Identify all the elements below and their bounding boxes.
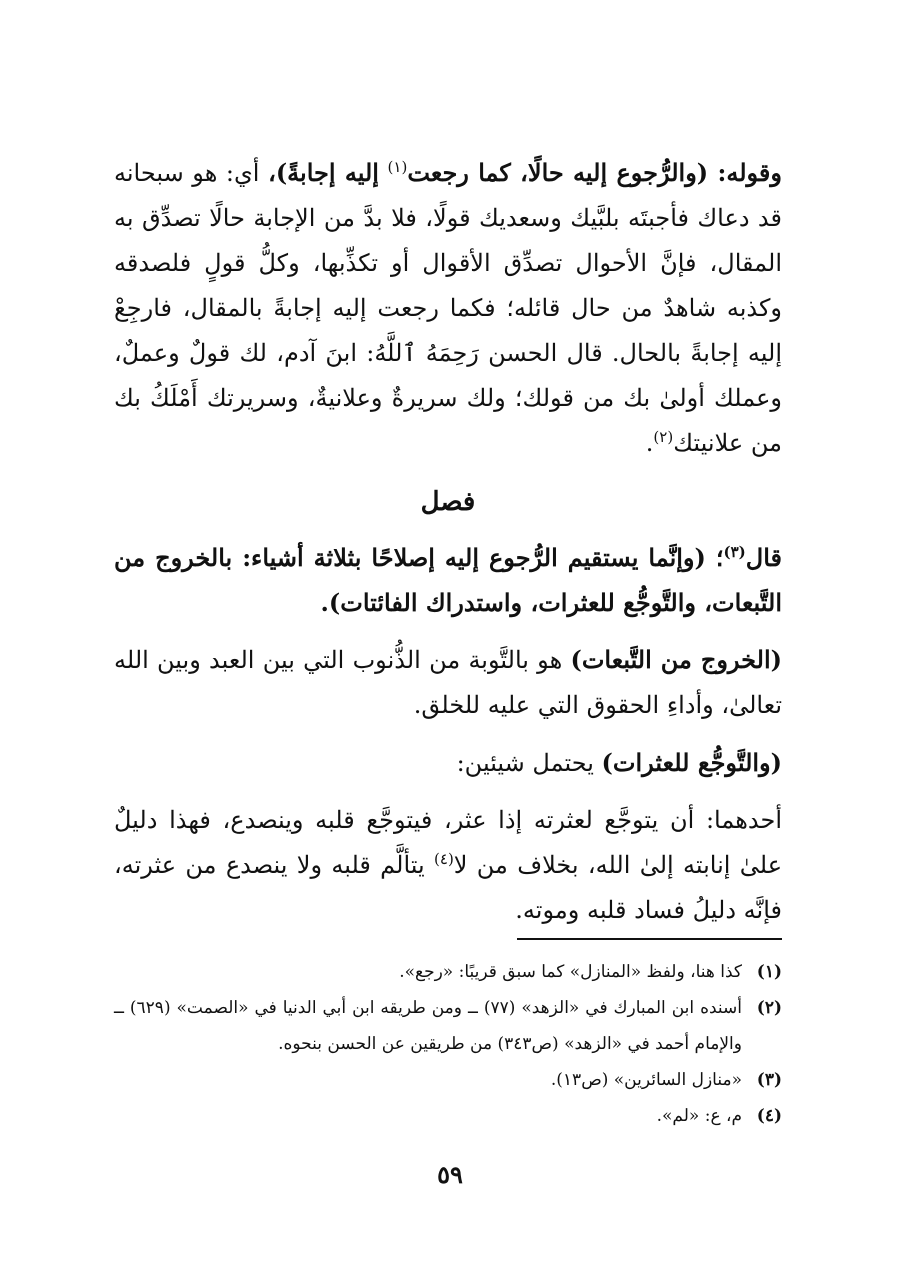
body-text: هو بالتَّوبة من الذُّنوب التي بين العبد وبين الله تعالىٰ، وأداءِ الحقوق التي عليه للخلق.	[114, 646, 782, 719]
footnote-number: (٤)	[756, 1106, 782, 1126]
quote-text: وقوله: (والرُّجوع إليه حالًا، كما رجعت	[407, 158, 782, 187]
footnote-number: (٢)	[756, 998, 782, 1018]
footnotes	[114, 954, 782, 1134]
footnote-ref: (٣)	[723, 543, 746, 561]
body-text: أحدهما: أن يتوجَّع لعثرته إذا عثر، فيتوجَّع قلبه وينصدع، فهذا دليلٌ علىٰ إنابته إلىٰ الله، بخلاف من لا	[114, 806, 783, 879]
footnote-divider	[517, 938, 782, 940]
section-heading: فصل	[420, 487, 476, 517]
paragraph-4	[114, 740, 782, 786]
footnote-text: م، ع: «لم».	[656, 1106, 742, 1126]
footnote-number: (٣)	[756, 1070, 782, 1090]
body-text: أي: هو سبحانه قد دعاك فأجبتَه بلبَّيك وسعديك قولًا، فلا بدَّ من الإجابة حالًا تصدِّق به المقال، فإنَّ الأحوال تصدِّق الأقوال أو تكذِّبها، وكلُّ قولٍ فلصدقه وكذبه شاهدٌ من حال قائله؛ فكما رجعت إليه إجابةً بالمقال، فارجِعْ إليه إجابةً بالحال. قال الحسن رَحِمَهُ ٱللَّهُ: ابنَ آدم، لك قولٌ وعملٌ، وعملك أولىٰ بك من قولك؛ ولك سريرةٌ وعلانيةٌ، وسريرتك أَمْلَكُ بك من علانيتك	[114, 159, 782, 457]
quote-text: (والتَّوجُّع للعثرات)	[601, 748, 782, 777]
paragraph-2	[114, 535, 782, 625]
footnote-item	[114, 954, 782, 990]
main-text	[114, 150, 782, 933]
quote-text: إليه إجابةً)،	[268, 158, 379, 187]
paragraph-1	[114, 150, 782, 466]
footnote-text: أسنده ابن المبارك في «الزهد» (٧٧) ــ ومن طريقه ابن أبي الدنيا في «الصمت» (٦٢٩) ــ والإمام أحمد في «الزهد» (ص٣٤٣) من طريقين عن الحسن بنحوه.	[114, 998, 742, 1054]
footnote-text: كذا هنا، ولفظ «المنازل» كما سبق قريبًا: «رجع».	[399, 962, 742, 982]
footnote-ref: (٢)	[653, 428, 674, 446]
page-number: ٥٩	[437, 1160, 463, 1189]
footnote-item	[114, 1098, 782, 1134]
footnote-ref: (١)	[387, 158, 408, 176]
footnote-item	[114, 1062, 782, 1098]
body-text: يحتمل شيئين:	[456, 749, 594, 777]
body-text: يتألَّم قلبه ولا ينصدع من عثرته، فإنَّه دليلُ فساد قلبه وموته.	[114, 851, 782, 924]
footnote-text: «منازل السائرين» (ص١٣).	[550, 1070, 742, 1090]
body-text: .	[645, 429, 654, 457]
footnote-ref: (٤)	[434, 850, 454, 868]
quote-lead: قال	[745, 543, 782, 572]
footnote-item	[114, 990, 782, 1062]
paragraph-5	[114, 798, 782, 933]
footnote-number: (١)	[756, 962, 782, 982]
quote-text: (الخروج من التَّبعات)	[570, 645, 782, 674]
paragraph-3	[114, 637, 782, 728]
quote-text: ؛ (وإنَّما يستقيم الرُّجوع إليه إصلاحًا بثلاثة أشياء: بالخروج من التَّبعات، والتَّوجُّع للعثرات، واستدراك الفائتات).	[114, 543, 782, 617]
